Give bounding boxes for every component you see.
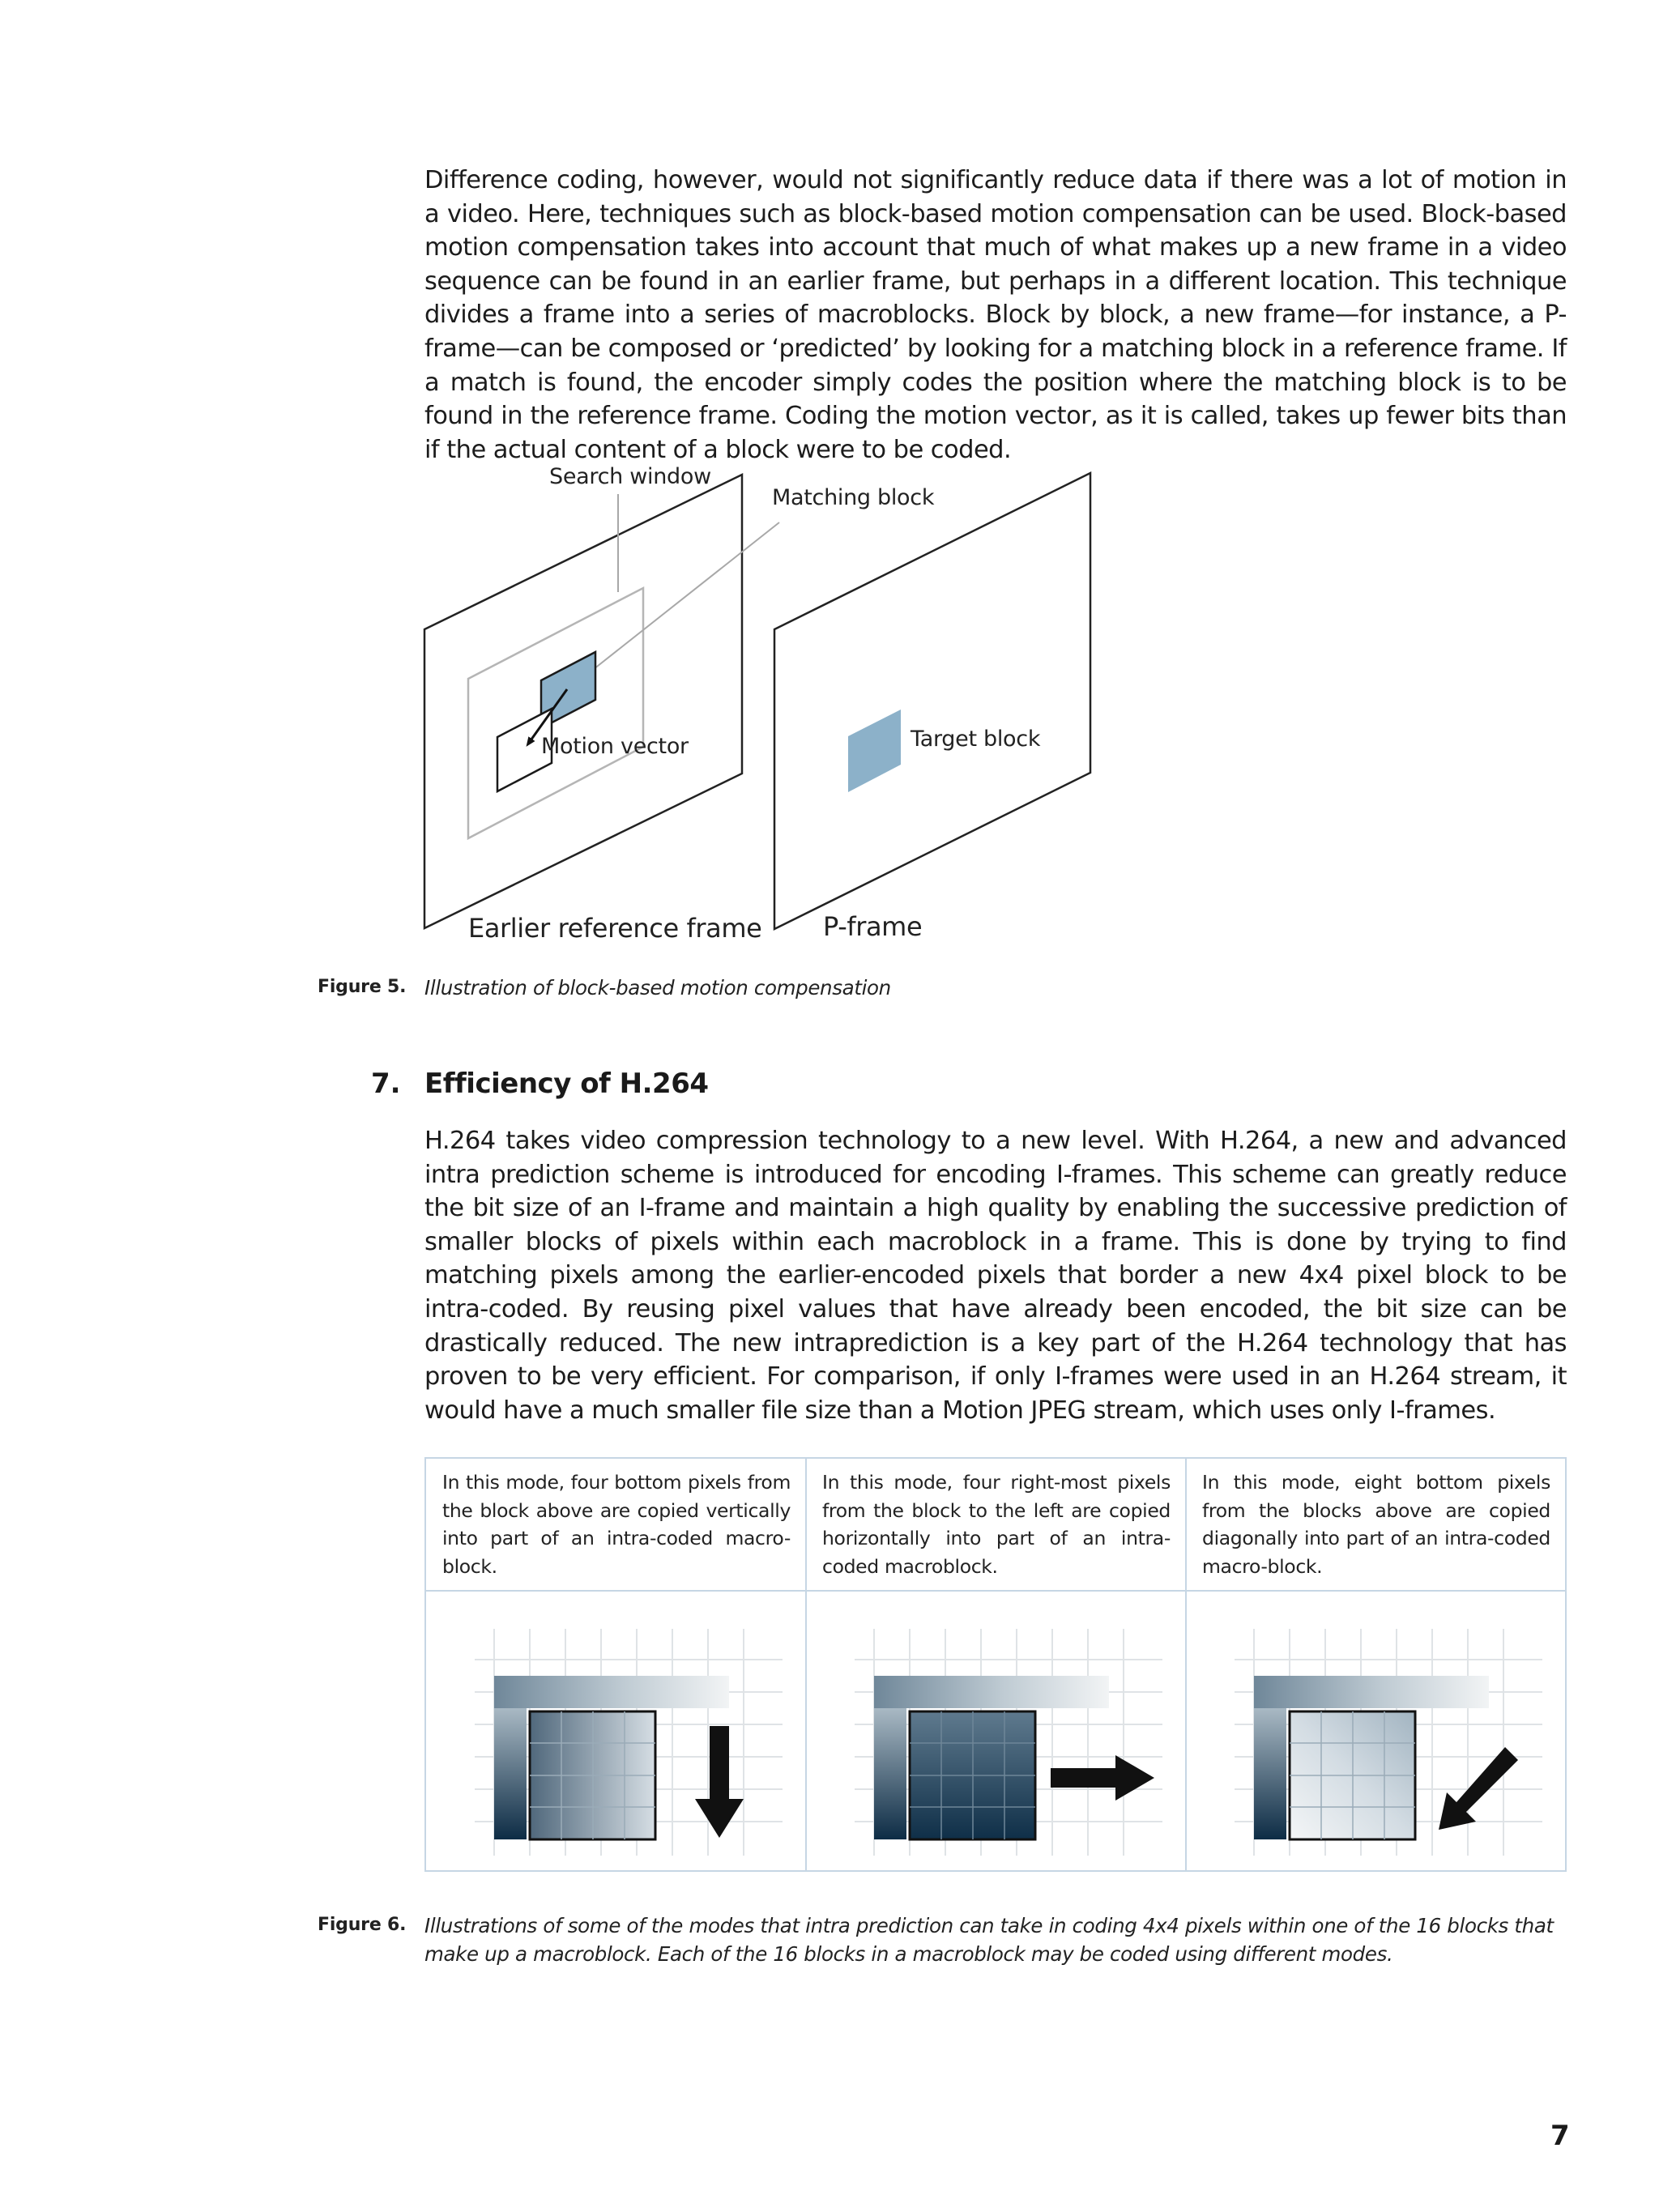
target-block-label: Target block — [911, 727, 1041, 752]
target-block — [848, 710, 901, 792]
p-frame-label: P-frame — [823, 911, 923, 942]
figure-5-label: Figure 5. — [318, 977, 407, 997]
section-number: 7. — [371, 1068, 401, 1100]
figure-5-motion-compensation-diagram — [0, 0, 1659, 972]
column-divider — [805, 1459, 807, 1870]
horizontal-mode-illustration — [838, 1629, 1171, 1856]
diagonal-mode-illustration — [1218, 1629, 1550, 1856]
figure-6-intra-prediction-table — [424, 1457, 1567, 1872]
mode-horizontal-description: In this mode, four right-most pixels from the block to the left are copied horizontally into part of an intra-coded macroblock. — [822, 1471, 1171, 1578]
vertical-mode-illustration — [458, 1629, 791, 1856]
search-window-label: Search window — [549, 464, 711, 489]
motion-vector-label: Motion vector — [541, 734, 689, 759]
mode-vertical-description: In this mode, four bottom pixels from the block above are copied vertically into part of an intra-coded macro-block. — [442, 1471, 791, 1578]
mode-diagonal-description: In this mode, eight bottom pixels from the blocks above are copied diagonally into part of an intra-coded macro-block. — [1202, 1471, 1550, 1578]
row-divider — [426, 1590, 1565, 1592]
p-frame-outline — [774, 473, 1090, 929]
figure-6-label: Figure 6. — [318, 1915, 407, 1935]
matching-block-label: Matching block — [772, 485, 935, 510]
body-paragraph-motion-compensation: Difference coding, however, would not significantly reduce data if there was a lot of motion in a video. Here, techniques such as block-based motion compensation can be used. Block-based motion compensation takes into account that much of what makes up a new frame in a video sequence can be found in an earlier frame, but perhaps in a different location. This technique divides a frame into a series of macroblocks. Block by block, a new frame—for instance, a P-frame—can be composed or ‘predicted’ by looking for a matching block in a reference frame. If a match is found, the encoder simply codes the position where the matching block is to be found in the reference frame. Coding the motion vector, as it is called, takes up fewer bits than if the actual content of a block were to be coded. — [424, 166, 1567, 464]
reference-frame-label: Earlier reference frame — [468, 913, 762, 944]
section-title: Efficiency of H.264 — [424, 1068, 709, 1100]
page-number: 7 — [1550, 2120, 1570, 2152]
body-paragraph-h264-efficiency: H.264 takes video compression technology to a new level. With H.264, a new and advanced intra prediction scheme is introduced for encoding I-frames. This scheme can greatly reduce the bit size of an I-frame and maintain a high quality by enabling the successive prediction of smaller blocks of pixels within each macroblock in a frame. This is done by trying to find matching pixels among the earlier-encoded pixels that border a new 4x4 pixel block to be intra-coded. By reusing pixel values that have already been encoded, the bit size can be drastically reduced. The new intraprediction is a key part of the H.264 technology that has proven to be very efficient. For comparison, if only I-frames were used in an H.264 stream, it would have a much smaller file size than a Motion JPEG stream, which uses only I-frames. — [424, 1127, 1567, 1425]
figure-5-caption: Illustration of block-based motion compensation — [424, 976, 891, 999]
figure-6-caption: Illustrations of some of the modes that intra prediction can take in coding 4x4 pixels within one of the 16 blocks that make up a macroblock. Each of the 16 blocks in a macroblock may be coded using different modes. — [424, 1914, 1554, 1966]
column-divider — [1185, 1459, 1187, 1870]
